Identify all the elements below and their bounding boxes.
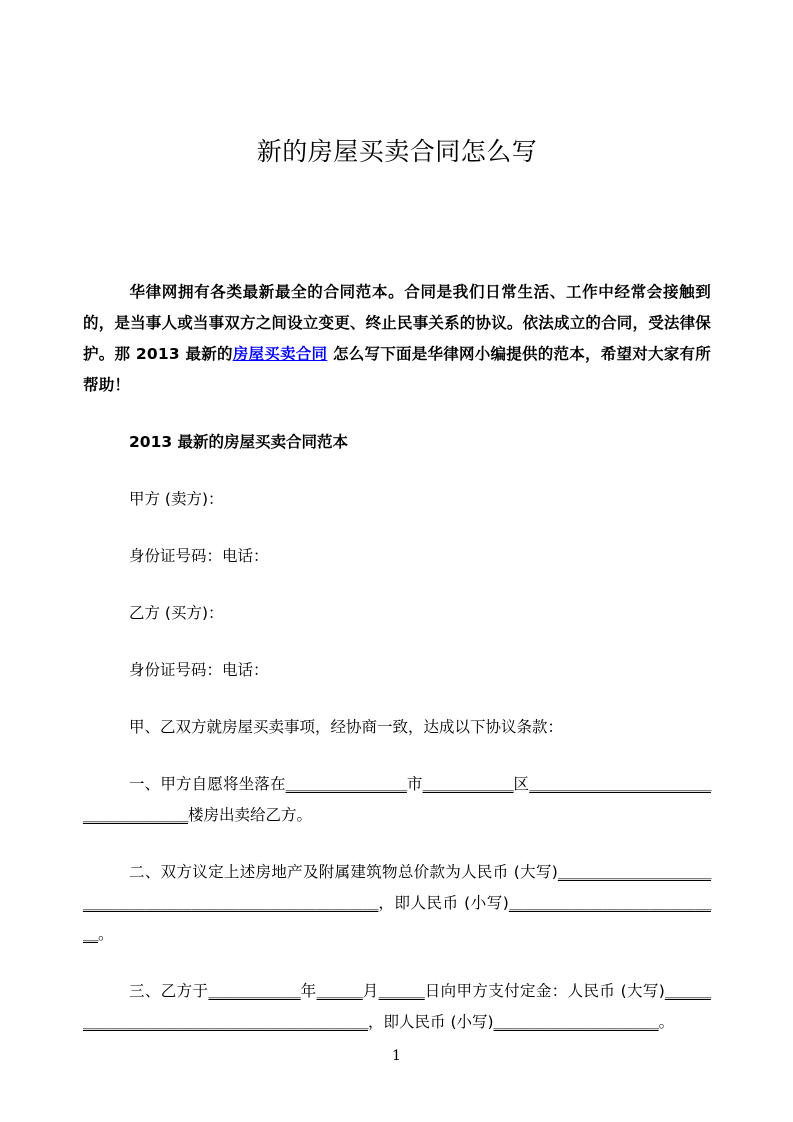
page-title: 新的房屋买卖合同怎么写 [256, 137, 538, 166]
fill-in-blank[interactable]: ＿＿＿＿＿＿＿＿＿＿＿＿＿＿＿＿＿＿＿ [83, 775, 711, 824]
seller-label: 甲方 (卖方)： [129, 490, 224, 508]
subheading: 2013 最新的房屋买卖合同范本 [129, 433, 349, 451]
document-body [83, 277, 711, 1064]
buyer-id-label: 身份证号码：电话： [129, 661, 269, 679]
lead-text-part-1: 华律网拥有各类最新最全的合同范本。合同是我们日常生活、工作中经常会接触到的，是当事人或当事双方之间设立变更、终止民事关系的协议。依法成立的合同，受法律保护。那 2013 最新的 [83, 283, 712, 363]
fill-in-blank[interactable]: ＿＿＿＿＿＿＿＿ [285, 775, 407, 793]
clause-text: 甲方自愿将坐落在 [160, 775, 286, 793]
clause-text: 乙方于 [160, 982, 209, 1000]
lead-text-part-2: 怎么写下面是华律网小编提供的范本，希望对大家有所帮助！ [83, 345, 711, 394]
page-number: 1 [392, 1048, 401, 1064]
clause-3 [83, 976, 711, 1038]
clause-text: ，即人民币 (小写) [368, 1013, 494, 1031]
fill-in-blank[interactable]: ＿＿＿＿＿＿ [208, 982, 301, 1000]
clause-text: 。 [98, 925, 114, 943]
clause-text: 月 [362, 982, 379, 1000]
clause-text: 区 [513, 775, 530, 793]
clause-text: 年 [300, 982, 317, 1000]
housing-sale-contract-link[interactable]: 房屋买卖合同 [232, 345, 328, 363]
fill-in-blank[interactable]: ＿＿＿ [378, 982, 425, 1000]
seller-id-label: 身份证号码：电话： [129, 547, 269, 565]
clause-3-segments [83, 982, 711, 1031]
clause-1-segments [83, 775, 711, 824]
clause-1 [83, 769, 711, 831]
clause-text: 。 [658, 1013, 675, 1031]
clause-text: 楼房出卖给乙方。 [188, 806, 313, 824]
clause-text: 日向甲方支付定金：人民币 (大写) [424, 982, 665, 1000]
fill-in-blank[interactable]: ＿＿＿＿＿＿ [422, 775, 514, 793]
clause-text: 市 [406, 775, 423, 793]
clause-2-number: 二、 [129, 863, 161, 881]
buyer-label: 乙方 (买方)： [129, 604, 224, 622]
preamble: 甲、乙双方就房屋买卖事项，经协商一致，达成以下协议条款： [129, 718, 564, 736]
clause-text: ，即人民币 (小写) [378, 894, 509, 912]
clause-text: 双方议定上述房地产及附属建筑物总价款为人民币 (大写) [160, 863, 558, 881]
fill-in-blank[interactable]: ＿＿＿＿＿＿＿＿＿＿＿＿＿＿ [83, 894, 711, 943]
fill-in-blank[interactable]: ＿＿＿ [316, 982, 363, 1000]
clause-3-number: 三、 [129, 982, 161, 1000]
clause-1-number: 一、 [129, 775, 161, 793]
fill-in-blank[interactable]: ＿＿＿＿＿＿＿＿＿＿＿＿＿＿＿＿＿＿＿＿＿＿ [83, 982, 711, 1031]
clause-2 [83, 857, 711, 950]
fill-in-blank[interactable]: ＿＿＿＿＿＿＿＿＿＿＿＿＿＿＿＿＿＿＿＿＿＿＿＿＿＿＿＿＿ [83, 863, 711, 912]
fill-in-blank[interactable]: ＿＿＿＿＿＿＿＿＿＿＿ [493, 1013, 659, 1031]
clause-2-segments [83, 863, 711, 943]
lead-paragraph [83, 277, 711, 401]
